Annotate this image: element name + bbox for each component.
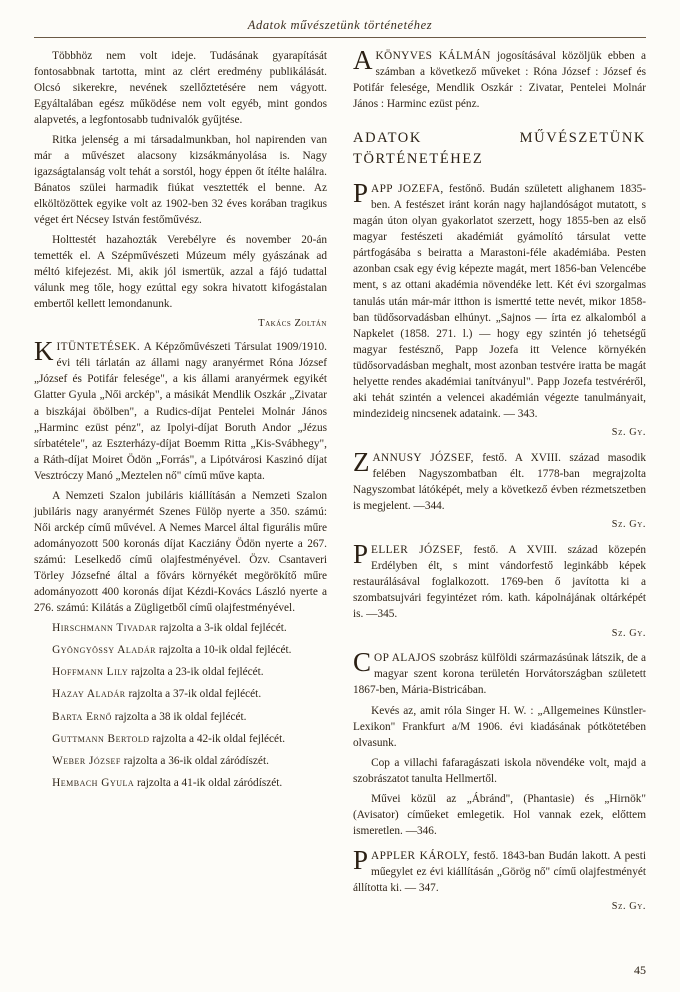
entry-body (353, 647, 646, 698)
paragraph: Többhöz nem volt ideje. Tudásának gyarapítását fontosabbnak tartotta, mint az clért eredmény publikálását. Olcsó sikerekre, nevének szellőztetésére nem vágyott. Egyáltalában egész működése nem volt egyéb, mint gondos alapvetés, a legfontosabb tudnivalók gyűjtése. (34, 50, 327, 127)
entry-text: festő. A XVIII. század masodik felében Nagyszombatban élt. 1778-ban megrajzolta Nagyszombat látóképét, mely a következő évben rézmetszetben is megjelent. —344. (353, 451, 647, 512)
illustrator-credit (34, 620, 327, 636)
entry-headword: ELLER JÓZSEF, (371, 543, 463, 556)
entry-body (353, 844, 646, 896)
illustrator-text: rajzolta a 41-ik oldal záródíszét. (137, 776, 283, 789)
entry-text: szobrász külföldi származásúnak látszik, de a magyar szent korona területén Horvátországban született 1867-ben, Mária-Bistricában. (353, 652, 646, 697)
publisher-name: KÖNYVES KÁLMÁN (375, 50, 491, 62)
right-column (353, 45, 647, 953)
section-title: ADATOK MŰVÉSZETÜNK TÖRTÉNETÉHEZ (353, 130, 646, 167)
drop-cap: Z (353, 446, 370, 477)
entry-signature: Sz. Gy. (611, 901, 646, 913)
illustrator-credit (34, 731, 327, 747)
drop-cap: P (353, 844, 369, 875)
illustrator-credit (34, 709, 327, 725)
illustrator-credit (34, 775, 327, 791)
drop-cap: K (34, 336, 54, 367)
illustrator-name: Hazay Aladár (52, 688, 126, 701)
illustrator-text: rajzolta a 10-ik oldal fejlécét. (158, 644, 292, 657)
illustrator-name: Hirschmann Tivadar (52, 622, 157, 635)
dictionary-entry (353, 538, 646, 641)
illustrator-credit (34, 642, 327, 658)
entry-body (353, 446, 647, 514)
publisher-notice (353, 45, 646, 112)
publisher-notice-text: jogosításával közöljük ebben a számban a következő műveket : Róna József : József és Potifár felesége, Mendlik Oszkár : Zivatar, Pentelei Molnár János : Harminc ezüst pénz. (353, 50, 646, 111)
illustrator-name: Weber József (52, 754, 121, 767)
dictionary-entry (353, 844, 646, 915)
illustrator-text: rajzolta a 36-ik oldal záródíszét. (123, 754, 269, 767)
entry-text: festőnő. Budán született alighanem 1835-ben. A festészet iránt korán nagy hajlandóságot mutatott, s magán úton olyan gyakorlatot szerzett, hogy 1855-ben az első magyar festészeti akadémiát gyámolító társulat vette pártfogásába s beiratta a Marastoni-féle akadémiába. Pesten azonban csak egy évig képezte magát, mert 1856-ban Velencébe ment, s az ottani akadémia növendéke lett. Két évi szorgalmas tanulás után már-már itthon is ismertté tette nevét, mikor 1858-ban tüdősorvadásban elhúnyt. „Sajnos — írta ez alkalomból a Napkelet (1858. 271. l.) — hogy egy szintén jó tehetségű magyar festésznő, Papp Jozefa itt Velence környékén tüdősorvadásban meghalt, most azonban testvére iratta be magát helyette rendes akadémiai tanítványul". Papp Jozefa testvéréről, aki tehát szintén a velencei akadémián végezte tanulmányait, mindezideig nincsenek adataink. — 343. (353, 183, 647, 420)
entry-headword: APP JOZEFA, (371, 183, 444, 196)
entry-body (353, 178, 647, 421)
left-column (34, 48, 327, 953)
entry-extra: Kevés az, amit róla Singer H. W. : „Allgemeines Künstler-Lexikon" Frankfurt a/M 1906. évi kiadásának pótkötetében olvasunk. (353, 704, 646, 749)
illustrator-credit (34, 753, 327, 769)
entry-extra: Cop a villachi fafaragászati iskola növendéke volt, majd a szobrászatot tanulta Hellmertől. (353, 756, 646, 785)
illustrator-text: rajzolta a 42-ik oldal fejlécét. (152, 732, 286, 745)
entry-headword: ANNUSY JÓZSEF, (372, 451, 474, 464)
entry-body (353, 538, 646, 622)
page-number: 45 (634, 963, 646, 977)
illustrator-credit (34, 664, 327, 680)
entry-text: festő. 1843-ban Budán lakott. A pesti műegylet ez évi kiállításán „Görög nő" című olajfestményét állította ki. — 347. (353, 849, 646, 894)
drop-cap: C (353, 647, 372, 678)
illustrator-text: rajzolta a 23-ik oldal fejlécét. (130, 666, 264, 679)
illustrator-text: rajzolta a 3-ik oldal fejlécét. (159, 622, 287, 635)
entry-headword: APPLER KÁROLY, (371, 849, 470, 862)
entry-headword: OP ALAJOS (374, 652, 437, 665)
awards-second-paragraph: A Nemzeti Szalon jubiláris kiállításán a Nemzeti Szalon jubiláris nagy aranyérmét Szenes Fülöp nyerte a 350. számú: Női arckép című művével. A Nemes Marcel által figurális műre adományozott 500 koronás díjat Kacziány Ödön nyerte a 267. számú: Leselkedő című olajfestményével. Özv. Csantaveri Törley Józsefné által a fővárs környékét megörökítő műre adományozott 400 koronás díjat Kézdi-Kovács László nyerte a 276. számú: Kilátás a Zügligetből című olajfestményével. (34, 490, 327, 615)
entry-signature: Sz. Gy. (611, 519, 646, 531)
drop-cap: P (353, 538, 369, 569)
awards-heading: ITÜNTETÉSEK. (56, 341, 141, 354)
article-signature: Takács Zoltán (258, 318, 327, 330)
awards-paragraph (34, 336, 328, 483)
entry-text: festő. A XVIII. század közepén Erdélyben élt, s mint vándorfestő leginkább képek restaurálásával foglalkozott. 1769-ben ő javította ki a szombatsujvári fegyintézet róm. kath. kápolnájának oltárképét is. —345. (353, 543, 646, 620)
dictionary-entry (353, 446, 647, 533)
drop-cap: P (353, 178, 369, 209)
illustrator-text: rajzolta a 37-ik oldal fejlécét. (128, 688, 262, 701)
drop-cap: A (353, 45, 373, 75)
dictionary-entry (353, 178, 647, 440)
illustrator-credit (34, 686, 327, 702)
illustrator-name: Hoffmann Lily (52, 666, 129, 679)
running-head: Adatok művészetünk történetéhez (247, 18, 433, 32)
header-rule (34, 37, 646, 38)
illustrator-name: Gyöngyössy Aladár (52, 644, 156, 657)
illustrator-name: Hembach Gyula (52, 776, 135, 789)
dictionary-entry (353, 647, 646, 839)
entry-extra: Művei közül az „Ábránd", (Phantasie) és „Hirnök" (Avisator) címűeket emlegetik. Hol vannak ezek, előttem ismeretlen. —346. (353, 792, 646, 837)
paragraph: Ritka jelenség a mi társadalmunkban, hol napirenden van már a művészet alacsony kizsákmányolása is. Nagy igazságtalanság volt tehát a sorstól, hogy éppen őt ítélte halálra. Bánatos szülei harmadik fiúkat vesztették el benne. Az elköltözöttek egyike volt az 1902-ben 32 éves korában tragikus véget ért Nécsey István festőművész. (34, 134, 327, 227)
paragraph: Holttestét hazahozták Verebélyre és november 20-án temették el. A Szépművészeti Múzeum mély gyászának ad méltó kifejezést. Mi, akik jól ismertük, azzal a fájó tudattal válunk meg tőle, hogy ezúttal egy sokra hivatott kifogástalan embertől kellett lemondanunk. (34, 234, 327, 311)
entry-signature: Sz. Gy. (611, 427, 646, 439)
illustrator-text: rajzolta a 38 ik oldal fejlécét. (114, 710, 247, 723)
illustrator-name: Guttmann Bertold (52, 732, 150, 745)
two-column-body (34, 45, 647, 953)
entry-signature: Sz. Gy. (611, 627, 646, 639)
awards-text: A Képzőművészeti Társulat 1909/1910. évi téli tárlatán az állami nagy aranyérmet Róna József „József és Potifár felesége", a kis állami aranyérmek egyikét Glatter Gyula „Női arckép", a másikát Mendlik Oszkár „Zivatar a biszkájai öbölben", a Rudics-díjat Pentelei Molnár János „Harminc ezüst pénz", az Ipolyi-díjat Boruth Andor „Jézus sírbatétele", az Eszterházy-díjat Boemm Ritta „Kis-Svábhegy", a Ráth-díjat Moiret Ödön „Forrás", a Lipótvárosi Kaszinó díjat Vesztróczy Manó „Meztelen nő" című műve kapta. (34, 341, 328, 482)
illustrator-name: Barta Ernő (52, 710, 112, 723)
